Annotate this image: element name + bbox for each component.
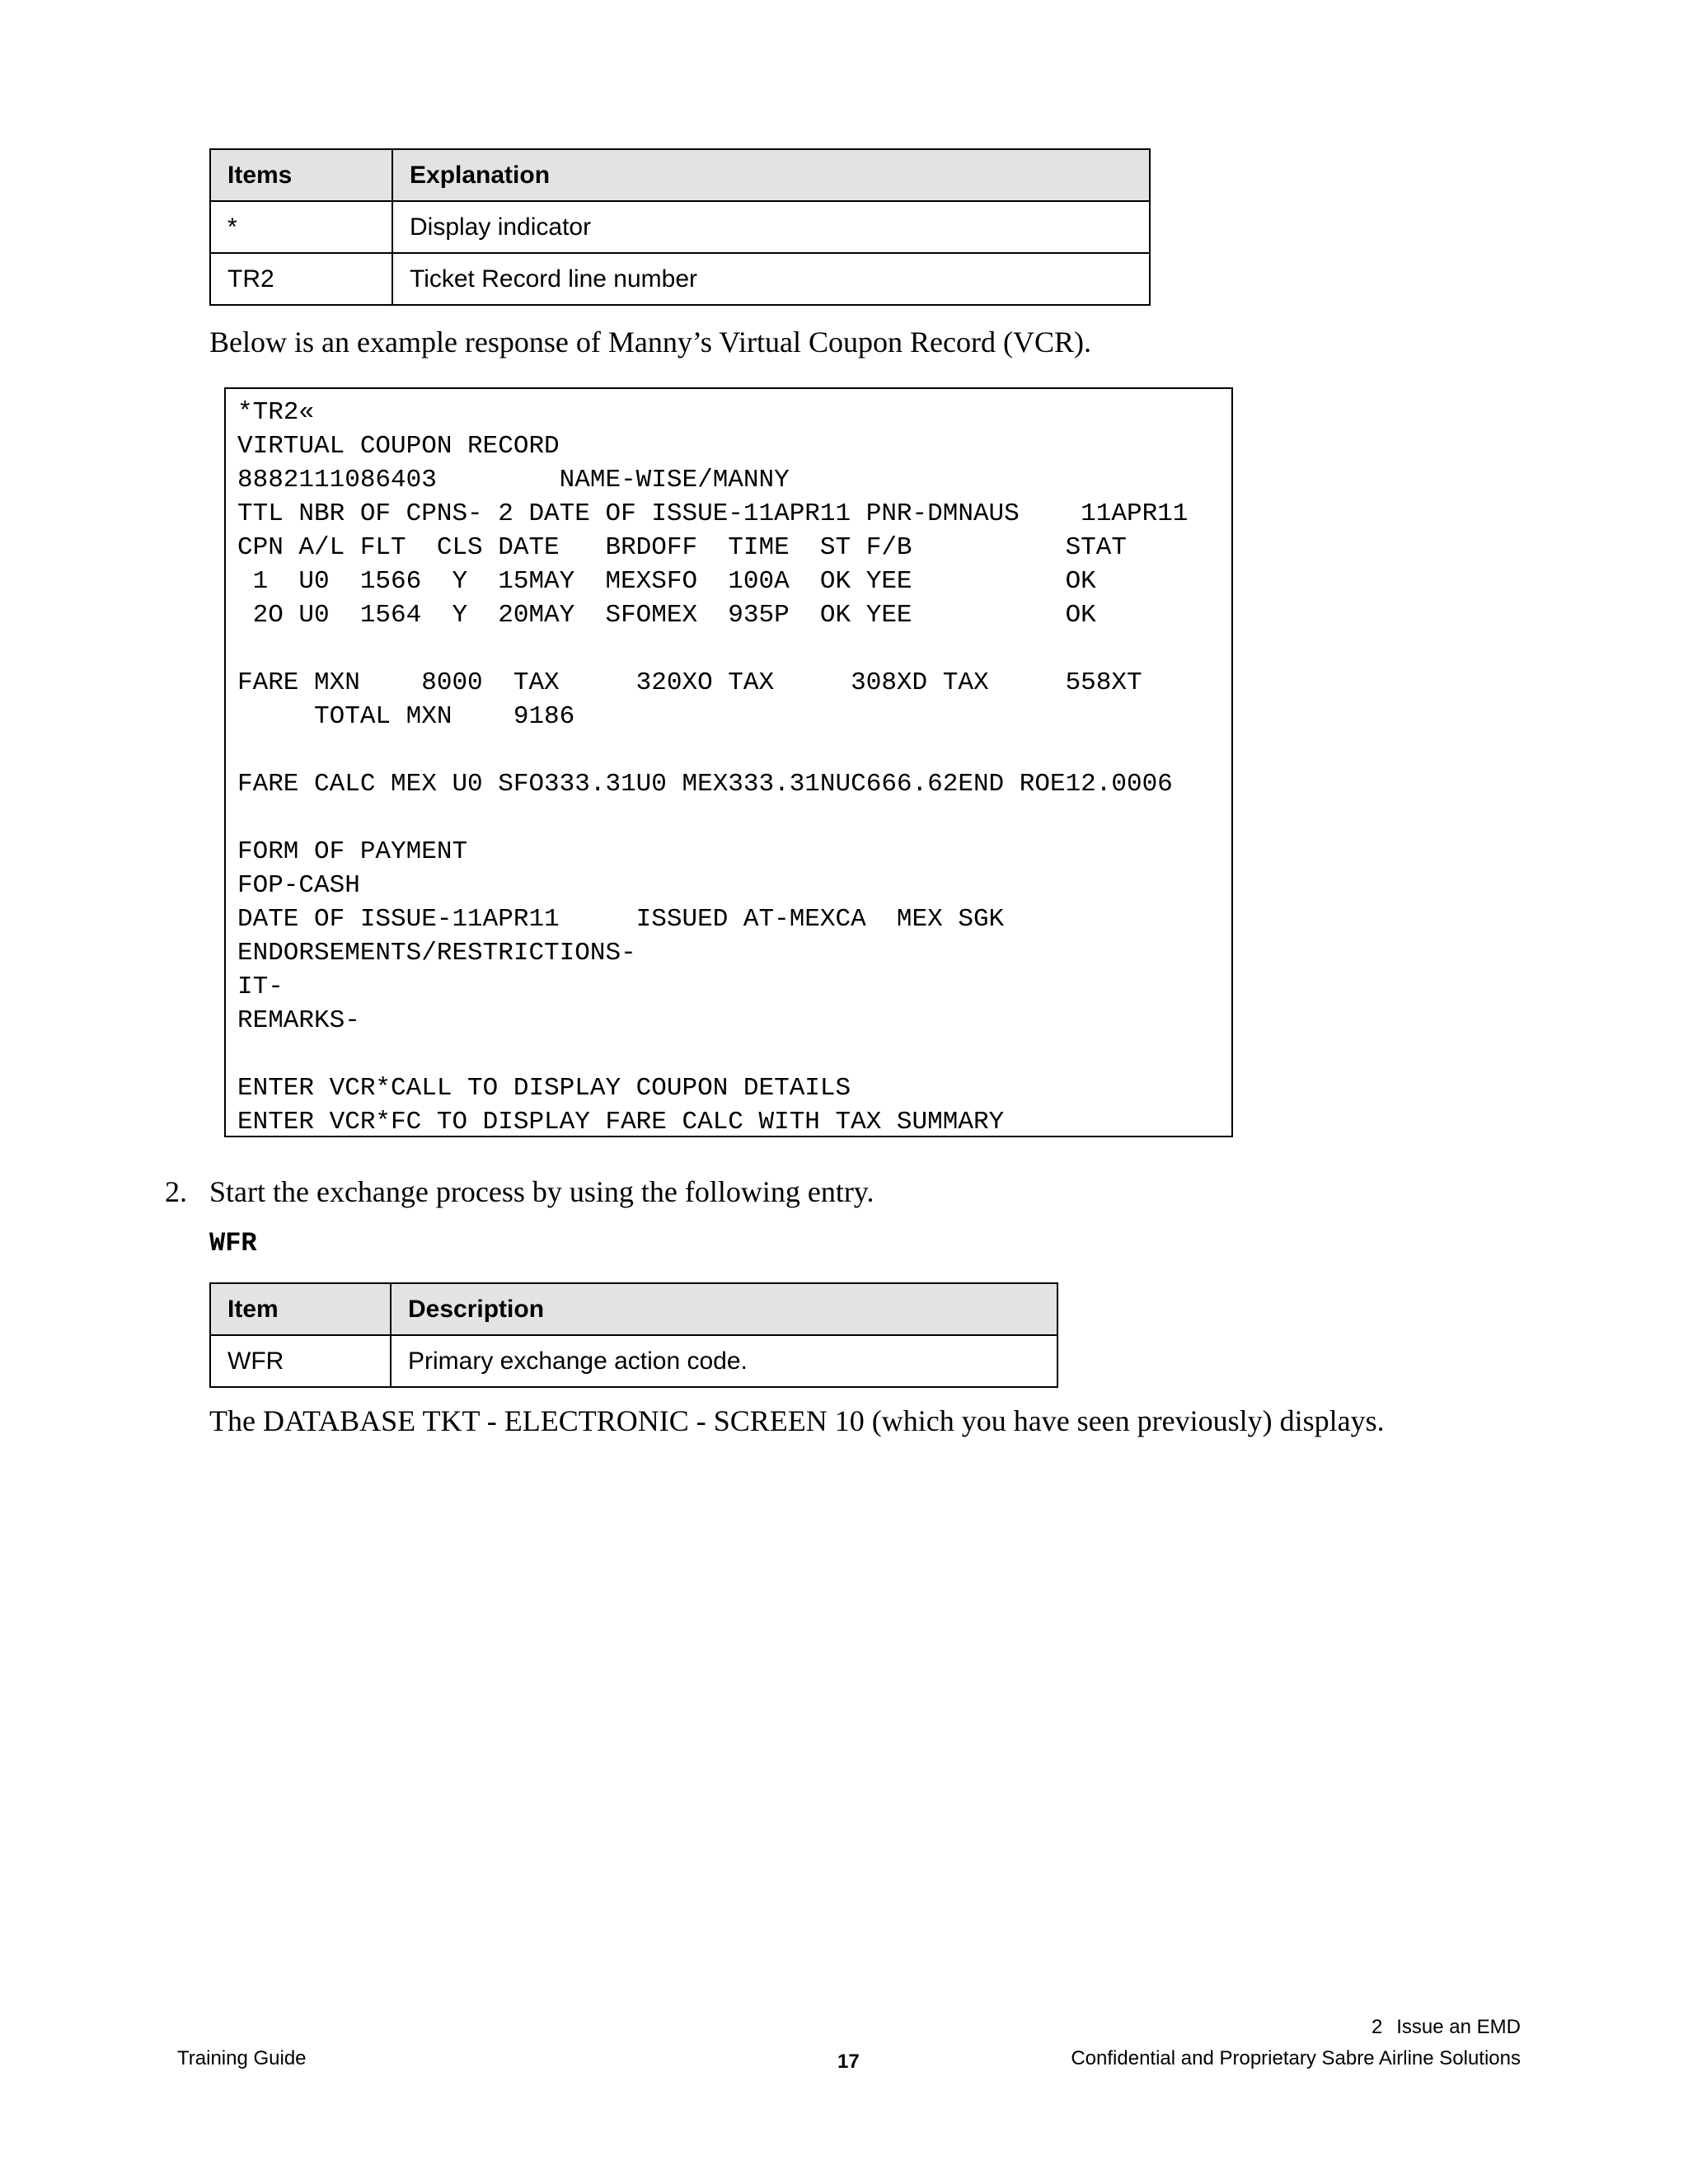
footer-right-text: Confidential and Proprietary Sabre Airline Solutions bbox=[1071, 2047, 1521, 2069]
table-header-row bbox=[210, 149, 1150, 201]
footer-chapter-title: Issue an EMD bbox=[1396, 2016, 1521, 2038]
table-cell: WFR bbox=[210, 1335, 391, 1387]
item-description-table bbox=[209, 1282, 1058, 1388]
footer-left-text: Training Guide bbox=[177, 2047, 307, 2069]
page-number: 17 bbox=[837, 2050, 860, 2073]
table-cell: Display indicator bbox=[392, 201, 1150, 253]
column-header-description: Description bbox=[391, 1283, 1057, 1335]
column-header-item: Item bbox=[210, 1283, 391, 1335]
closing-paragraph: The DATABASE TKT - ELECTRONIC - SCREEN 10 (which you have seen previously) displays. bbox=[209, 1404, 1385, 1437]
step-number: 2. bbox=[165, 1175, 187, 1208]
footer-chapter-number: 2 bbox=[1372, 2016, 1383, 2038]
column-header-items: Items bbox=[210, 149, 392, 201]
vcr-screen-text: *TR2« VIRTUAL COUPON RECORD 8882111086403 NAME-WISE/MANNY TTL NBR OF CPNS- 2 DATE OF ISSUE-11APR11 PNR-DMNAUS 11APR11 CPN A/L FLT CLS DATE BRDOFF TIME ST F/B STAT 1 U0 1566 Y 15MAY MEXSFO 100A OK YEE OK 2O U0 1564 Y 20MAY SFOMEX 935P OK YEE OK FARE MXN 8000 TAX 320XO TAX 308XD TAX 558XT TOTAL MXN 9186 FARE CALC MEX U0 SFO333.31U0 MEX333.31NUC666.62END ROE12.0006 FORM OF PAYMENT FOP-CASH DATE OF ISSUE-11APR11 ISSUED AT-MEXCA MEX SGK ENDORSEMENTS/RESTRICTIONS- IT- REMARKS- ENTER VCR*CALL TO DISPLAY COUPON DETAILS ENTER VCR*FC TO DISPLAY FARE CALC WITH TAX SUMMARY bbox=[237, 398, 1189, 1137]
table-cell: Primary exchange action code. bbox=[391, 1335, 1057, 1387]
step-text: Start the exchange process by using the following entry. bbox=[209, 1175, 874, 1208]
table-cell: Ticket Record line number bbox=[392, 253, 1150, 305]
entry-command: WFR bbox=[209, 1228, 257, 1258]
intro-paragraph: Below is an example response of Manny’s Virtual Coupon Record (VCR). bbox=[209, 326, 1091, 359]
table-header-row bbox=[210, 1283, 1057, 1335]
table-row bbox=[210, 1335, 1057, 1387]
table-cell: TR2 bbox=[210, 253, 392, 305]
items-explanation-table bbox=[209, 148, 1151, 306]
table-cell: * bbox=[210, 201, 392, 253]
table-row bbox=[210, 253, 1150, 305]
table-row bbox=[210, 201, 1150, 253]
column-header-explanation: Explanation bbox=[392, 149, 1150, 201]
vcr-screen-display bbox=[224, 387, 1233, 1137]
